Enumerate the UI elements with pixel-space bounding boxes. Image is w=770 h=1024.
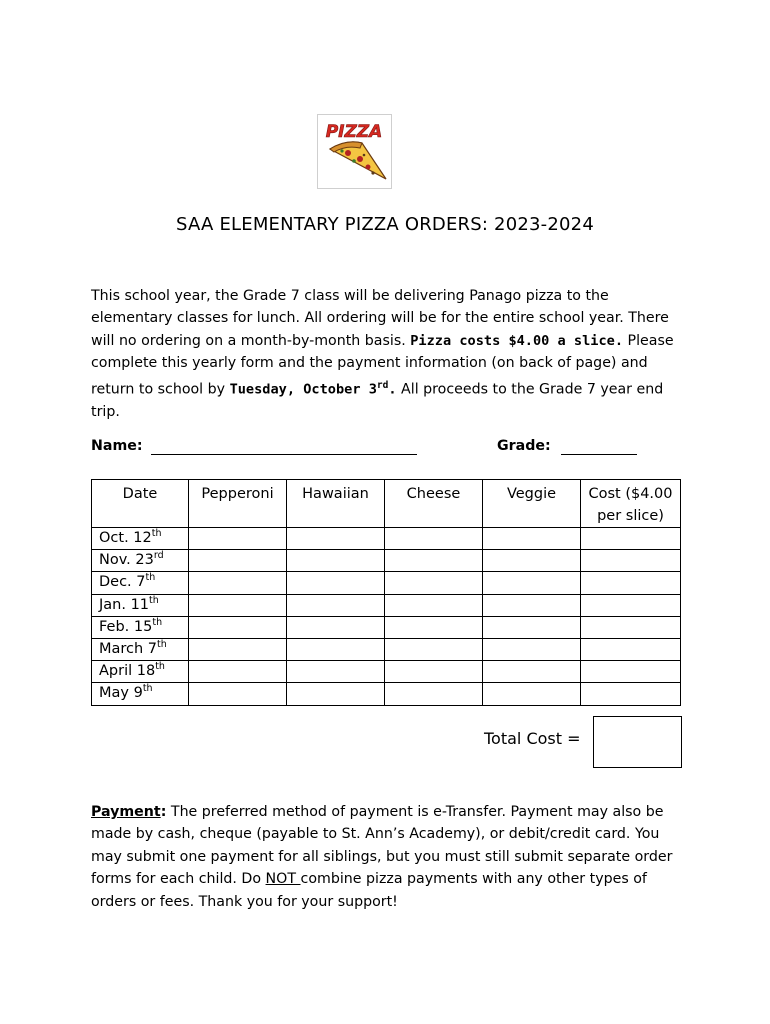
veggie-qty-cell[interactable] bbox=[483, 594, 581, 616]
table-row bbox=[92, 594, 681, 616]
hawaiian-qty-cell[interactable] bbox=[287, 528, 385, 550]
payment-label: Payment bbox=[91, 804, 161, 820]
pizza-logo bbox=[317, 114, 392, 189]
name-label: Name: bbox=[91, 438, 143, 454]
cost-qty-cell[interactable] bbox=[581, 661, 681, 683]
total-cost-label: Total Cost = bbox=[484, 729, 581, 748]
hawaiian-qty-cell[interactable] bbox=[287, 683, 385, 705]
date-cell: Dec. 7th bbox=[92, 572, 189, 594]
cheese-qty-cell[interactable] bbox=[385, 638, 483, 660]
pepperoni-qty-cell[interactable] bbox=[189, 638, 287, 660]
header-cost: Cost ($4.00 per slice) bbox=[581, 480, 681, 528]
cheese-qty-cell[interactable] bbox=[385, 683, 483, 705]
name-field[interactable] bbox=[151, 454, 417, 455]
intro-paragraph: This school year, the Grade 7 class will be delivering Panago pizza to the elementary classes for lunch. All ordering will be for the entire school year. There will no ordering on a month-by-month basis. Pizza costs $4.00 a slice. Please complete this yearly form and the payment information (on back of page) and return to school by Tuesday, October 3rd. All proceeds to the Grade 7 year end trip. bbox=[91, 288, 674, 420]
page-title: SAA ELEMENTARY PIZZA ORDERS: 2023-2024 bbox=[176, 214, 594, 235]
date-cell: Oct. 12th bbox=[92, 528, 189, 550]
veggie-qty-cell[interactable] bbox=[483, 683, 581, 705]
pepperoni-qty-cell[interactable] bbox=[189, 661, 287, 683]
hawaiian-qty-cell[interactable] bbox=[287, 616, 385, 638]
cost-qty-cell[interactable] bbox=[581, 683, 681, 705]
grade-label: Grade: bbox=[497, 438, 551, 454]
table-row bbox=[92, 661, 681, 683]
cheese-qty-cell[interactable] bbox=[385, 528, 483, 550]
hawaiian-qty-cell[interactable] bbox=[287, 594, 385, 616]
hawaiian-qty-cell[interactable] bbox=[287, 638, 385, 660]
header-cheese: Cheese bbox=[385, 480, 483, 528]
header-veggie: Veggie bbox=[483, 480, 581, 528]
table-row bbox=[92, 528, 681, 550]
grade-field[interactable] bbox=[561, 454, 637, 455]
veggie-qty-cell[interactable] bbox=[483, 616, 581, 638]
price-note: Pizza costs $4.00 a slice. bbox=[410, 332, 624, 349]
table-row bbox=[92, 550, 681, 572]
logo-text: PIZZA bbox=[325, 122, 383, 142]
hawaiian-qty-cell[interactable] bbox=[287, 550, 385, 572]
header-hawaiian: Hawaiian bbox=[287, 480, 385, 528]
cost-qty-cell[interactable] bbox=[581, 528, 681, 550]
pepperoni-qty-cell[interactable] bbox=[189, 683, 287, 705]
deadline: Tuesday, October 3 bbox=[229, 381, 377, 398]
pepperoni-qty-cell[interactable] bbox=[189, 528, 287, 550]
cost-qty-cell[interactable] bbox=[581, 572, 681, 594]
pizza-slice-icon bbox=[330, 142, 386, 179]
header-date: Date bbox=[92, 480, 189, 528]
date-cell: March 7th bbox=[92, 638, 189, 660]
pepperoni-qty-cell[interactable] bbox=[189, 572, 287, 594]
payment-paragraph: Payment: The preferred method of payment is e-Transfer. Payment may also be made by cash, cheque (payable to St. Ann’s Academy), or debit/credit card. You may submit one payment for all siblings, but you must still submit separate order forms for each child. Do NOT combine pizza payments with any other types of orders or fees. Thank you for your support! bbox=[91, 804, 673, 910]
veggie-qty-cell[interactable] bbox=[483, 638, 581, 660]
date-cell: May 9th bbox=[92, 683, 189, 705]
table-row bbox=[92, 638, 681, 660]
veggie-qty-cell[interactable] bbox=[483, 550, 581, 572]
total-cost-field[interactable] bbox=[593, 716, 682, 768]
table-row bbox=[92, 616, 681, 638]
cheese-qty-cell[interactable] bbox=[385, 550, 483, 572]
veggie-qty-cell[interactable] bbox=[483, 572, 581, 594]
cost-qty-cell[interactable] bbox=[581, 638, 681, 660]
order-table bbox=[91, 479, 681, 706]
cost-qty-cell[interactable] bbox=[581, 616, 681, 638]
table-row bbox=[92, 572, 681, 594]
cheese-qty-cell[interactable] bbox=[385, 572, 483, 594]
table-row bbox=[92, 683, 681, 705]
header-pepperoni: Pepperoni bbox=[189, 480, 287, 528]
veggie-qty-cell[interactable] bbox=[483, 528, 581, 550]
date-cell: Nov. 23rd bbox=[92, 550, 189, 572]
veggie-qty-cell[interactable] bbox=[483, 661, 581, 683]
hawaiian-qty-cell[interactable] bbox=[287, 572, 385, 594]
date-cell: Jan. 11th bbox=[92, 594, 189, 616]
pepperoni-qty-cell[interactable] bbox=[189, 550, 287, 572]
date-cell: April 18th bbox=[92, 661, 189, 683]
cheese-qty-cell[interactable] bbox=[385, 661, 483, 683]
cost-qty-cell[interactable] bbox=[581, 594, 681, 616]
hawaiian-qty-cell[interactable] bbox=[287, 661, 385, 683]
cheese-qty-cell[interactable] bbox=[385, 594, 483, 616]
not-emphasis: NOT bbox=[265, 871, 301, 888]
pepperoni-qty-cell[interactable] bbox=[189, 616, 287, 638]
date-cell: Feb. 15th bbox=[92, 616, 189, 638]
pepperoni-qty-cell[interactable] bbox=[189, 594, 287, 616]
table-header-row bbox=[92, 480, 681, 528]
cheese-qty-cell[interactable] bbox=[385, 616, 483, 638]
cost-qty-cell[interactable] bbox=[581, 550, 681, 572]
